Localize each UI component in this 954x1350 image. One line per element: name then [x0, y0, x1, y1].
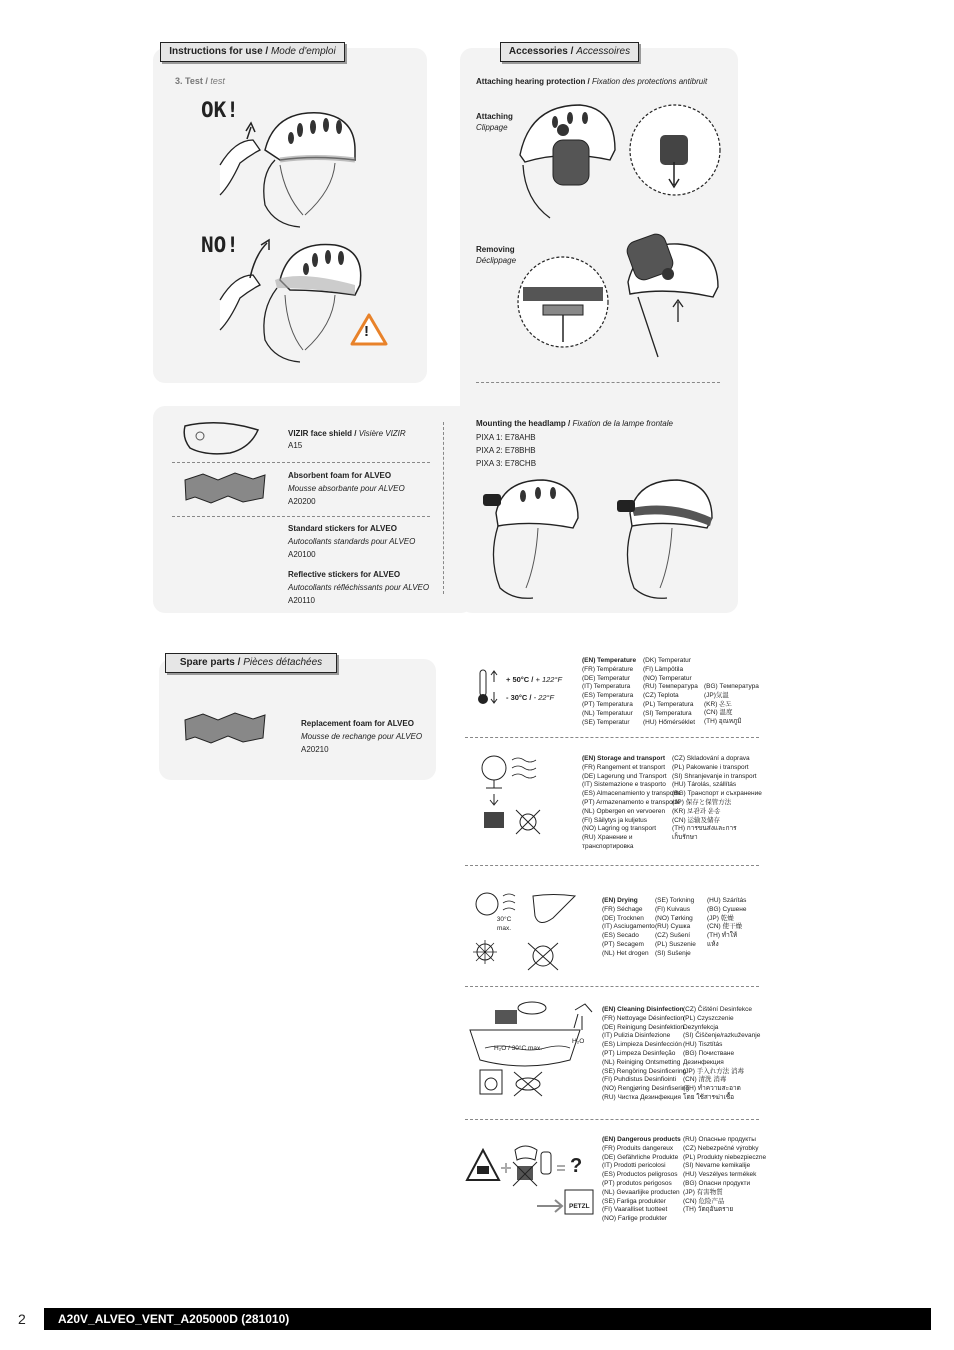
- products-divider: [172, 516, 430, 517]
- translation-line: (DK) Temperatur: [643, 657, 691, 664]
- translation-line: (ES) Productos peligrosos: [602, 1171, 678, 1179]
- translation-line: (SI) Shranjevanje in transport: [672, 772, 757, 780]
- translation-line: (IT) Asciugamento: [602, 923, 655, 931]
- translation-line: (ES) Almacenamiento y transporte: [582, 790, 681, 798]
- temperature-translations-col3: [704, 683, 759, 727]
- translation-line: (SE) Temperatur: [582, 718, 630, 726]
- translation-line: (DE) Reinigung Desinfektion: [602, 1023, 685, 1031]
- translation-line: (NO) Rengjøring Desinfisering: [602, 1085, 690, 1093]
- translation-line: (PT) Armazenamento e transporte: [582, 798, 681, 806]
- care-divider: [465, 986, 759, 987]
- storage-transport-icons: [476, 752, 551, 840]
- translation-line: (RU) Хранение и: [582, 834, 633, 842]
- unknown-result-question-mark: ?: [570, 1155, 583, 1177]
- translation-line: (RU) Сушка: [655, 923, 691, 931]
- translation-line: (FR) Nettoyage Désinfection: [602, 1014, 685, 1022]
- translation-line: (RU) Опасные продукты: [683, 1136, 756, 1143]
- translation-line: (BG) Транспорт и съхранение: [672, 790, 762, 798]
- translation-line: (PT) Limpeza Desinfeção: [602, 1049, 676, 1057]
- translation-line: (SI) Čiščenje/razkuževanje: [683, 1032, 761, 1040]
- translation-line: (NL) Temperatuur: [582, 709, 633, 717]
- instructions-tab: Instructions for use / Mode d'emploi: [160, 42, 345, 62]
- translation-line: (ES) Secado: [602, 932, 639, 940]
- dangerous-translations-col2: [683, 1136, 766, 1215]
- accessories-divider: [476, 382, 720, 383]
- translation-line: (BG) Температура: [704, 683, 759, 690]
- translation-line: (FI) Vaaralliset tuotteet: [602, 1206, 668, 1214]
- translation-line: (IT) Prodotti pericolosi: [602, 1162, 666, 1170]
- translation-line: (FI) Kuivaus: [655, 905, 691, 913]
- translation-line: (HU) Tárolás, szállítás: [672, 781, 737, 789]
- storage-translations-col2: [672, 755, 762, 843]
- care-divider: [465, 1119, 759, 1120]
- products-divider: [172, 462, 430, 463]
- translation-line: (HU) Veszélyes termékek: [683, 1171, 757, 1179]
- translation-line: (BG) Почистване: [683, 1049, 735, 1057]
- translation-line: (TH) วัตถุอันตราย: [683, 1206, 734, 1214]
- translation-line: (CZ) Sušení: [655, 932, 691, 940]
- translation-line: (KR) 온도: [704, 700, 732, 708]
- cleaning-translations-col1: [602, 1006, 689, 1103]
- dangerous-translations-col1: [602, 1136, 681, 1224]
- translation-line: Dezynfekcja: [683, 1023, 719, 1031]
- translation-line: (HU) Szárítás: [707, 897, 747, 904]
- translation-line: (PL) Suszenie: [655, 940, 696, 948]
- translation-line: (FR) Rangement et transport: [582, 763, 666, 771]
- translation-line: (NL) Gevaarlijke producten: [602, 1188, 680, 1196]
- translation-line: (SI) Sušenje: [655, 949, 691, 957]
- translation-line: (FR) Séchage: [602, 905, 643, 913]
- translation-line: Дезинфекция: [683, 1058, 724, 1066]
- translation-line: (KR) 보관과 운송: [672, 807, 721, 815]
- translation-line: (SE) Rengöring Desinficering: [602, 1067, 687, 1075]
- translation-line: (SE) Farliga produkter: [602, 1197, 666, 1205]
- translation-line: (PT) Secagem: [602, 940, 644, 948]
- headlamp-model: PIXA 1: E78AHB: [476, 433, 536, 442]
- headlamp-model-list: [476, 431, 536, 470]
- translation-line: транспортировка: [582, 842, 634, 850]
- translation-line: (EN) Temperature: [582, 657, 637, 664]
- translation-line: (FR) Produits dangereux: [602, 1144, 674, 1152]
- document-reference: A20V_ALVEO_VENT_A205000D (281010): [44, 1308, 931, 1330]
- drying-max-temperature: 30°C max.: [496, 916, 512, 932]
- accessories-tab: Accessories / Accessoires: [500, 42, 639, 62]
- no-label: NO!: [201, 233, 239, 257]
- product-standard-stickers: Standard stickers for ALVEO Autocollants standards pour ALVEO A20100: [288, 524, 416, 559]
- translation-line: (JP) 有害物質: [683, 1188, 723, 1196]
- cleaning-translations-col2: [683, 1006, 760, 1103]
- translation-line: (NO) Lagring og transport: [582, 825, 657, 833]
- attaching-label: Attaching Clippage: [476, 112, 513, 132]
- translation-line: (NL) Het drogen: [602, 949, 649, 957]
- translation-line: (FR) Température: [582, 665, 634, 673]
- translation-line: (EN) Cleaning Disinfection: [602, 1006, 684, 1013]
- translation-line: (EN) Drying: [602, 897, 638, 904]
- temperature-translations-col2: [643, 657, 698, 727]
- temperature-high: + 50°C / + 122°F: [506, 675, 563, 684]
- page-number: 2: [18, 1311, 26, 1327]
- helmet-test-ok-illustration: [205, 105, 365, 230]
- translation-line: (SI) Temperatura: [643, 709, 692, 717]
- removing-label: Removing Déclippage: [476, 245, 517, 265]
- temperature-translations-col1: [582, 657, 636, 727]
- translation-line: (SI) Nevarne kemikalije: [683, 1162, 751, 1170]
- translation-line: (PT) Temperatura: [582, 700, 633, 708]
- drying-translations-col2: [655, 897, 696, 959]
- translation-line: (CZ) Čištění Desinfekce: [683, 1006, 752, 1013]
- translation-line: (FI) Säilytys ja kuljetus: [582, 816, 648, 824]
- translation-line: (CN) 运输及储存: [672, 816, 721, 824]
- translation-line: (SE) Torkning: [655, 897, 695, 904]
- cleaning-h2o-label: H₂O: [572, 1038, 585, 1045]
- ok-label: OK!: [201, 98, 239, 122]
- care-divider: [465, 737, 759, 738]
- translation-line: (CN) 危险产品: [683, 1197, 725, 1205]
- translation-line: (RU) Температура: [643, 683, 698, 691]
- warning-icon: [350, 313, 388, 347]
- spare-parts-tab: Spare parts / Pièces détachées: [165, 653, 337, 673]
- translation-line: (PT) produtos perigosos: [602, 1179, 672, 1187]
- translation-line: (PL) Czyszczenie: [683, 1014, 734, 1022]
- translation-line: (ES) Limpieza Desinfección: [602, 1041, 682, 1049]
- translation-line: (DE) Trocknen: [602, 914, 644, 922]
- translation-line: โดย ใช้สารฆ่าเชื้อ: [683, 1093, 735, 1101]
- product-absorbent-foam: Absorbent foam for ALVEO Mousse absorbante pour ALVEO A20200: [288, 471, 405, 506]
- translation-line: (CN) 使干燥: [707, 923, 743, 931]
- translation-line: (JP) 乾燥: [707, 914, 734, 922]
- translation-line: (JP) 手入れ方法 消毒: [683, 1067, 745, 1075]
- products-divider-vertical: [443, 422, 444, 594]
- temperature-low: - 30°C / - 22°F: [506, 693, 555, 702]
- translation-line: (HU) Tisztítás: [683, 1041, 723, 1049]
- storage-translations-col1: [582, 755, 681, 852]
- translation-line: (IT) Pulizia Disinfezione: [602, 1032, 671, 1040]
- thermometer-icon: [476, 668, 502, 706]
- translation-line: (FI) Puhdistus Desinfiointi: [602, 1076, 677, 1084]
- translation-line: (CN) 清洗 消毒: [683, 1076, 727, 1084]
- translation-line: (TH) ทำให้: [707, 932, 738, 940]
- cleaning-water-temperature: H₂O / 30°C max.: [494, 1045, 543, 1052]
- translation-line: (CZ) Nebezpečné výrobky: [683, 1144, 759, 1152]
- translation-line: (TH) ทำความสะอาด: [683, 1085, 741, 1093]
- headlamp-heading: Mounting the headlamp / Fixation de la lampe frontale: [476, 419, 673, 428]
- product-reflective-stickers: Reflective stickers for ALVEO Autocollants réfléchissants pour ALVEO A20110: [288, 570, 430, 605]
- hearing-protection-heading: Attaching hearing protection / Fixation des protections antibruit: [476, 77, 708, 86]
- headlamp-model: PIXA 2: E78BHB: [476, 446, 536, 455]
- replacement-foam-image: [183, 710, 268, 746]
- headlamp-mounting-illustration-1: [478, 478, 588, 603]
- translation-line: (CZ) Skladování a doprava: [672, 755, 750, 762]
- translation-line: (BG) Сушене: [707, 905, 747, 913]
- translation-line: (TH) อุณหภูมิ: [704, 718, 742, 726]
- translation-line: (EN) Storage and transport: [582, 755, 666, 762]
- drying-translations-col1: [602, 897, 655, 959]
- translation-line: (NL) Reiniging Ontsmetting: [602, 1058, 681, 1066]
- translation-line: (CN) 温度: [704, 709, 733, 717]
- translation-line: (CZ) Teplota: [643, 692, 679, 700]
- translation-line: (ES) Temperatura: [582, 692, 634, 700]
- translation-line: (RU) Чистка Дезинфекция: [602, 1093, 681, 1101]
- earmuff-removing-illustration: [518, 232, 728, 362]
- translation-line: (FI) Lämpötila: [643, 665, 684, 673]
- translation-line: (PL) Temperatura: [643, 700, 694, 708]
- care-divider: [465, 865, 759, 866]
- translation-line: (PL) Pakowanie i transport: [672, 763, 749, 771]
- translation-line: (PL) Produkty niebezpieczne: [683, 1153, 767, 1161]
- translation-line: (DE) Gefährliche Produkte: [602, 1153, 679, 1161]
- spare-part-replacement-foam: Replacement foam for ALVEO Mousse de rechange pour ALVEO A20210: [301, 719, 423, 754]
- translation-line: (IT) Temperatura: [582, 683, 631, 691]
- translation-line: (NO) Temperatur: [643, 674, 692, 682]
- headlamp-model: PIXA 3: E78CHB: [476, 459, 537, 468]
- product-vizir: VIZIR face shield / Visière VIZIR A15: [288, 429, 406, 450]
- translation-line: (NO) Farlige produkter: [602, 1215, 668, 1223]
- translation-line: (JP)気温: [704, 691, 729, 699]
- translation-line: (TH) การขนส่งและการ: [672, 825, 737, 833]
- helmet-test-no-illustration: [205, 240, 365, 365]
- translation-line: เก็บรักษา: [672, 834, 698, 842]
- headlamp-mounting-illustration-2: [612, 478, 722, 603]
- absorbent-foam-image: [183, 470, 268, 506]
- translation-line: (DE) Temperatur: [582, 674, 630, 682]
- petzl-brand: PETZL: [569, 1203, 590, 1210]
- translation-line: (JP) 保存と保管方法: [672, 798, 732, 806]
- translation-line: (HU) Hőmérséklet: [643, 718, 696, 726]
- test-step-label: 3. Test / test: [175, 76, 225, 86]
- translation-line: (NL) Opbergen en vervoeren: [582, 807, 666, 815]
- translation-line: แห้ง: [707, 940, 719, 948]
- translation-line: (DE) Lagerung und Transport: [582, 772, 667, 780]
- warning-symbol: !: [364, 323, 369, 340]
- translation-line: (BG) Опасни продукти: [683, 1179, 751, 1187]
- translation-line: (NO) Tørking: [655, 914, 693, 922]
- earmuff-attaching-illustration: [515, 100, 725, 225]
- vizir-face-shield-image: [180, 418, 260, 458]
- translation-line: (EN) Dangerous products: [602, 1136, 681, 1143]
- translation-line: (IT) Sistemazione e trasporto: [582, 781, 666, 789]
- drying-translations-col3: [707, 897, 747, 950]
